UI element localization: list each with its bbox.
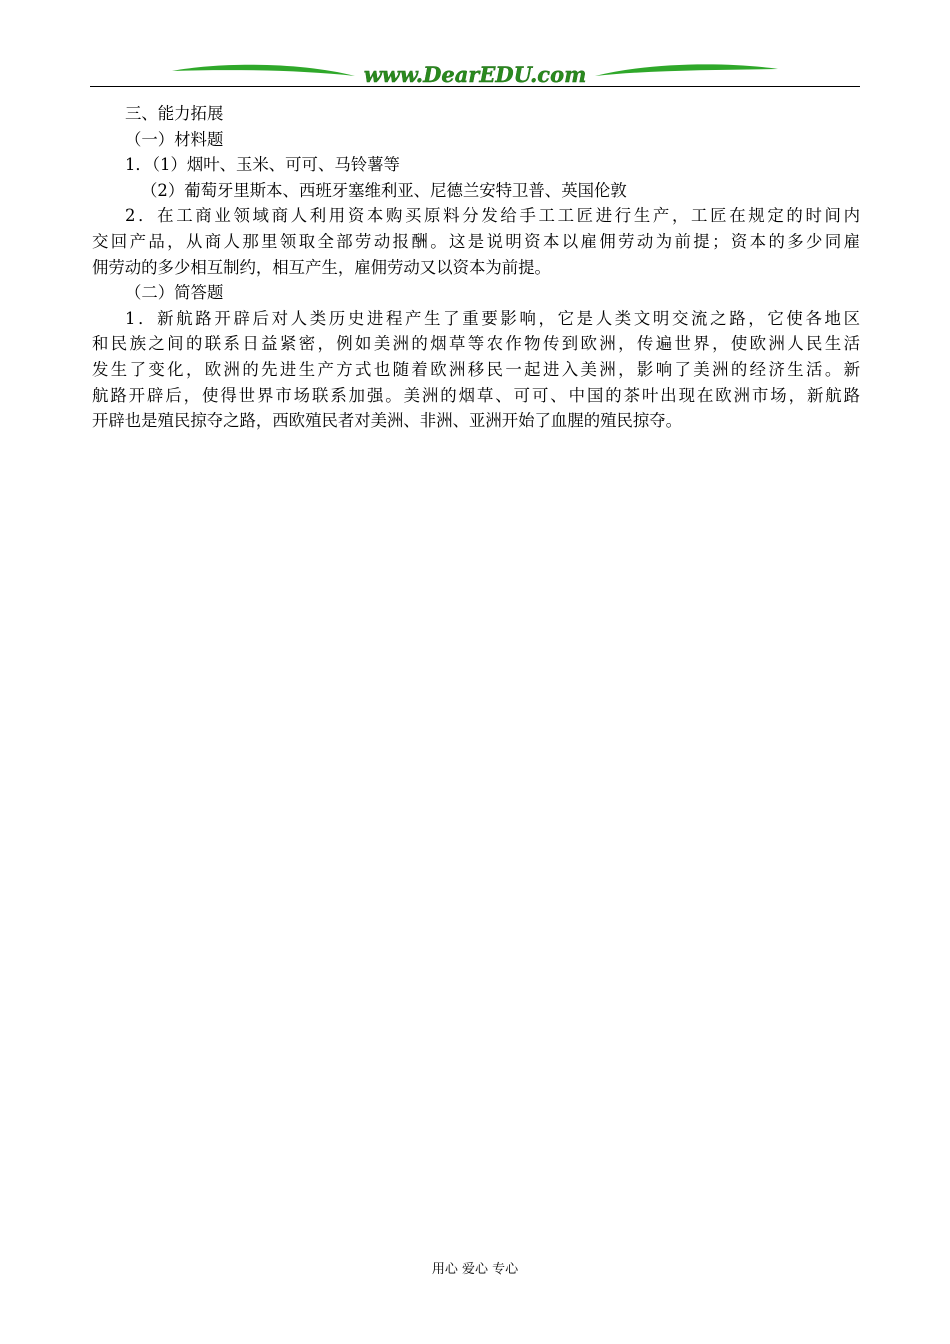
question-2-line-2: 交回产品，从商人那里领取全部劳动报酬。这是说明资本以雇佣劳动为前提；资本的多少同雇 bbox=[92, 231, 860, 251]
document-body bbox=[92, 101, 860, 434]
subsection-title-materials: （一）材料题 bbox=[125, 129, 224, 149]
question-1-line-1: 1．（1）烟叶、玉米、可可、马铃薯等 bbox=[125, 155, 400, 175]
section-title: 三、能力拓展 bbox=[125, 104, 224, 123]
page-header bbox=[90, 56, 860, 90]
answer-1-line-5: 开辟也是殖民掠夺之路，西欧殖民者对美洲、非洲、亚洲开始了血腥的殖民掠夺。 bbox=[92, 411, 683, 431]
answer-1-line-1: 1．新航路开辟后对人类历史进程产生了重要影响，它是人类文明交流之路，它使各地区 bbox=[125, 308, 860, 328]
question-2-line-3: 佣劳动的多少相互制约，相互产生，雇佣劳动又以资本为前提。 bbox=[92, 257, 551, 277]
question-2-line-1: 2．在工商业领域商人利用资本购买原料分发给手工工匠进行生产，工匠在规定的时间内 bbox=[125, 206, 860, 226]
answer-1-line-4: 航路开辟后，使得世界市场联系加强。美洲的烟草、可可、中国的茶叶出现在欧洲市场，新航路 bbox=[92, 385, 860, 405]
header-logo-text: www.DearEDU.com bbox=[363, 62, 587, 87]
right-swoosh-icon bbox=[595, 64, 778, 76]
header-rule bbox=[90, 86, 860, 87]
header-logo-banner bbox=[90, 56, 860, 90]
subsection-title-short-answer: （二）简答题 bbox=[125, 283, 224, 303]
answer-1-line-2: 和民族之间的联系日益紧密，例如美洲的烟草等农作物传到欧洲，传遍世界，使欧洲人民生活 bbox=[92, 334, 860, 354]
answer-1-line-3: 发生了变化，欧洲的先进生产方式也随着欧洲移民一起进入美洲，影响了美洲的经济生活。新 bbox=[92, 359, 860, 379]
left-swoosh-icon bbox=[172, 65, 355, 76]
question-1-line-2: （2）葡萄牙里斯本、西班牙塞维利亚、尼德兰安特卫普、英国伦敦 bbox=[141, 180, 627, 200]
page-footer: 用心 爱心 专心 bbox=[431, 1262, 519, 1277]
